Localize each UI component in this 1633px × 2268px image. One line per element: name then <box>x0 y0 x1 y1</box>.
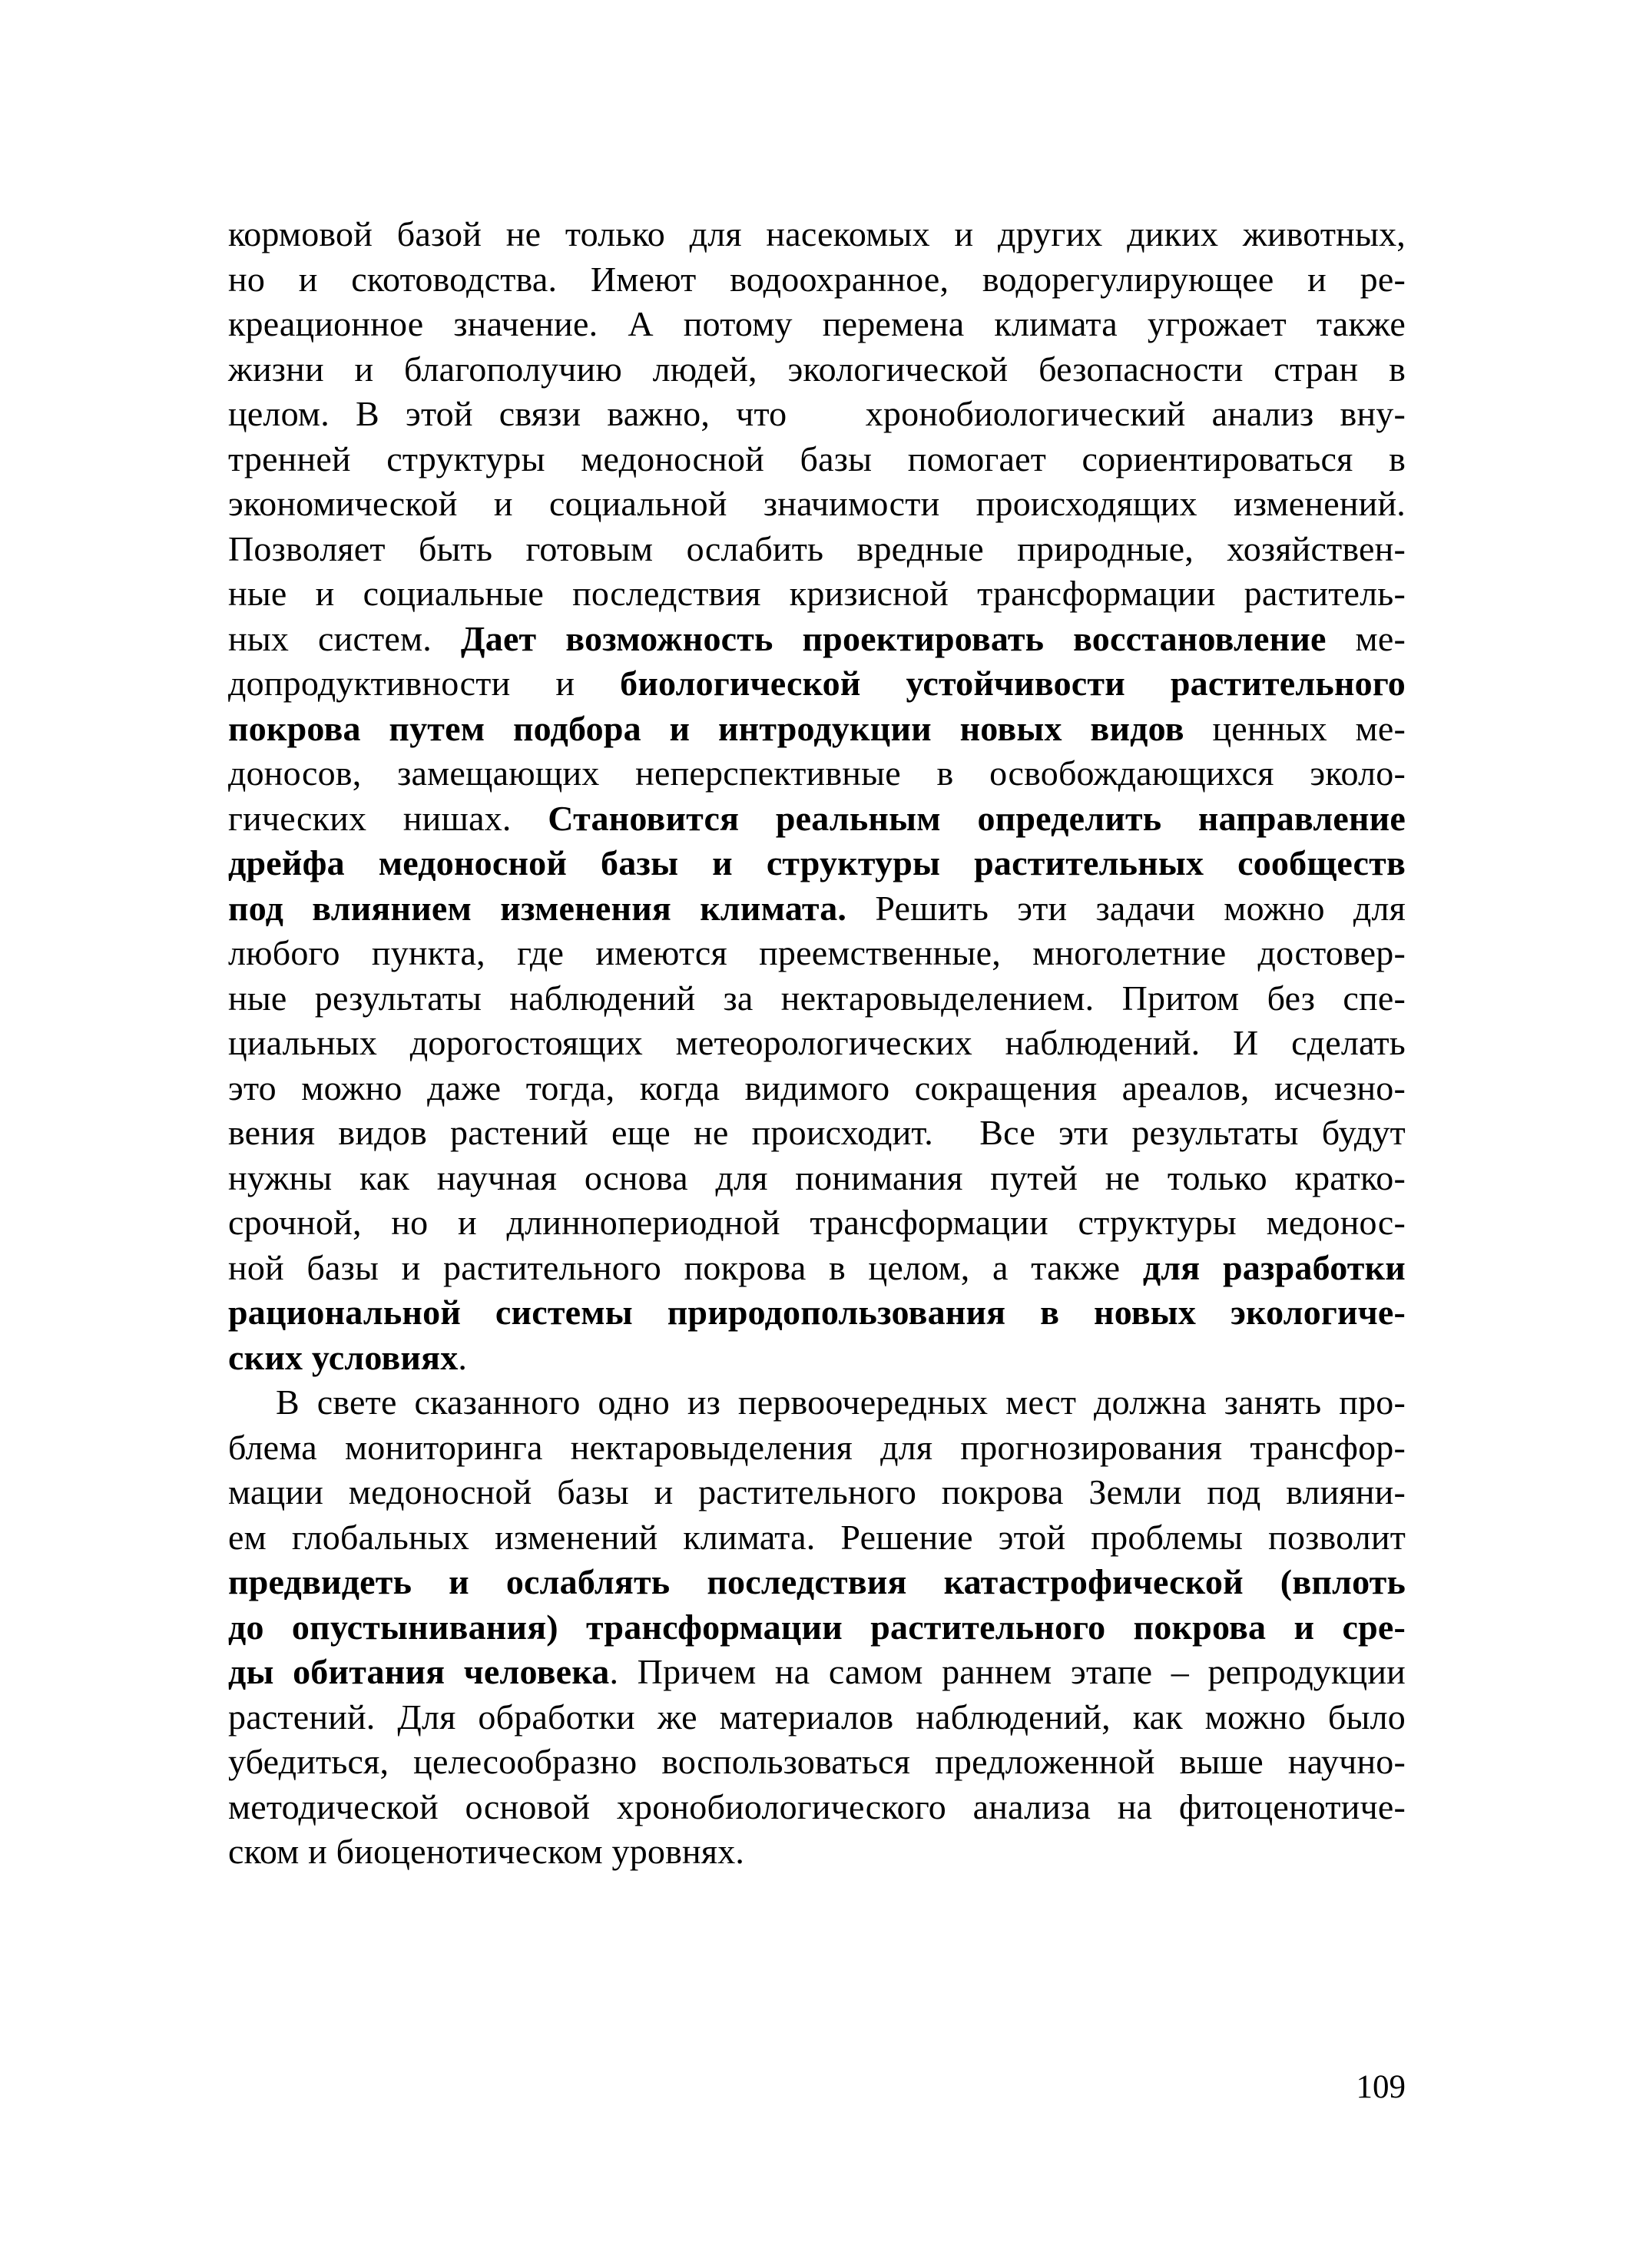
text-line <box>228 931 1406 976</box>
text-segment: ные и социальные последствия кризисной трансформации раститель- <box>228 574 1406 613</box>
text-line <box>228 1380 1406 1425</box>
text-segment: Позволяет быть готовым ослабить вредные природные, хозяйствен- <box>228 528 1406 568</box>
text-line <box>228 527 1406 572</box>
bold-text-segment: под влиянием изменения климата. <box>228 888 847 928</box>
bold-text-segment: до опустынивания) трансформации растительного покрова и сре- <box>228 1607 1406 1647</box>
text-line <box>228 392 1406 437</box>
text-segment: это можно даже тогда, когда видимого сокращения ареалов, исчезно- <box>228 1068 1406 1108</box>
text-line <box>228 1066 1406 1111</box>
text-segment: любого пункта, где имеются преемственные, многолетние достовер- <box>228 933 1406 972</box>
text-line <box>228 1336 1406 1381</box>
text-line <box>228 976 1406 1021</box>
text-line <box>228 257 1406 303</box>
bold-text-segment: биологической устойчивости растительного <box>620 664 1406 703</box>
text-line <box>228 661 1406 707</box>
text-segment: убедиться, целесообразно воспользоваться предложенной выше научно- <box>228 1742 1406 1781</box>
bold-text-segment: ды обитания человека <box>228 1652 610 1691</box>
text-segment: нужны как научная основа для понимания путей не только кратко- <box>228 1157 1406 1197</box>
text-line <box>228 1200 1406 1246</box>
text-segment: ной базы и растительного покрова в целом, а также <box>228 1247 1143 1287</box>
text-segment: кормовой базой не только для насекомых и других диких животных, <box>228 214 1406 253</box>
text-segment: . Причем на самом раннем этапе – репродукции <box>609 1652 1406 1691</box>
text-segment: креационное значение. А потому перемена климата угрожает также <box>228 304 1406 343</box>
text-segment: Решить эти задачи можно для <box>846 888 1406 928</box>
bold-text-segment: покрова путем подбора и интродукции новых видов <box>228 708 1184 748</box>
text-line <box>228 1785 1406 1830</box>
text-line <box>228 1290 1406 1336</box>
text-line <box>228 302 1406 347</box>
text-segment: . <box>458 1337 468 1377</box>
text-line <box>228 1246 1406 1291</box>
text-line <box>228 347 1406 392</box>
text-segment: гических нишах. <box>228 798 548 838</box>
text-segment: В свете сказанного одно из первоочередных мест должна занять про- <box>276 1382 1406 1422</box>
text-line <box>228 1650 1406 1695</box>
text-segment: доносов, замещающих неперспективные в освобождающихся эколо- <box>228 753 1406 793</box>
text-segment: циальных дорогостоящих метеорологических наблюдений. И сделать <box>228 1023 1406 1062</box>
text-line <box>228 1829 1406 1875</box>
text-segment: тренней структуры медоносной базы помогает сориентироваться в <box>228 439 1406 478</box>
text-segment: ные результаты наблюдений за нектаровыделением. Притом без спе- <box>228 978 1406 1018</box>
text-segment: растений. Для обработки же материалов наблюдений, как можно было <box>228 1697 1406 1737</box>
text-line <box>228 617 1406 662</box>
text-segment: блема мониторинга нектаровыделения для прогнозирования трансфор- <box>228 1427 1406 1467</box>
text-segment: мации медоносной базы и растительного покрова Земли под влияни- <box>228 1472 1406 1511</box>
bold-text-segment: для разработки <box>1142 1247 1406 1287</box>
text-line <box>228 796 1406 842</box>
bold-text-segment: Становится реальным определить направление <box>548 798 1406 838</box>
text-line <box>228 1695 1406 1740</box>
text-segment: жизни и благополучию людей, экологической безопасности стран в <box>228 349 1406 389</box>
bold-text-segment: предвидеть и ослаблять последствия катастрофической (вплоть <box>228 1562 1406 1601</box>
text-line <box>228 1470 1406 1515</box>
text-line <box>228 1156 1406 1201</box>
text-segment: методической основой хронобиологического анализа на фитоценотиче- <box>228 1786 1406 1826</box>
text-segment: но и скотоводства. Имеют водоохранное, водорегулирующее и ре- <box>228 259 1406 299</box>
text-segment: допродуктивности и <box>228 664 621 703</box>
text-line <box>228 1740 1406 1785</box>
text-segment: срочной, но и длиннопериодной трансформации структуры медонос- <box>228 1203 1406 1242</box>
text-line <box>228 437 1406 482</box>
text-segment: экономической и социальной значимости происходящих изменений. <box>228 484 1406 523</box>
text-line <box>228 212 1406 257</box>
text-segment: вения видов растений еще не происходит. Все эти результаты будут <box>228 1113 1406 1152</box>
text-line <box>228 886 1406 932</box>
bold-text-segment: Дает возможность проектировать восстановление <box>460 618 1327 658</box>
text-line <box>228 1111 1406 1156</box>
text-line <box>228 1605 1406 1651</box>
page-number: 109 <box>1356 2069 1406 2105</box>
text-line <box>228 707 1406 752</box>
text-line <box>228 1021 1406 1066</box>
text-segment: ском и биоценотическом уровнях. <box>228 1832 745 1871</box>
bold-text-segment: ских условиях <box>228 1337 459 1377</box>
text-line <box>228 1560 1406 1605</box>
body-text <box>228 212 1406 1875</box>
text-line <box>228 571 1406 617</box>
text-segment: ных систем. <box>228 618 461 658</box>
bold-text-segment: рациональной системы природопользования в новых экологиче- <box>228 1293 1406 1332</box>
text-segment: целом. В этой связи важно, что хронобиологический анализ вну- <box>228 394 1406 433</box>
text-segment: ме- <box>1326 618 1406 658</box>
text-line <box>228 1515 1406 1561</box>
text-segment: ценных ме- <box>1184 708 1406 748</box>
bold-text-segment: дрейфа медоносной базы и структуры растительных сообществ <box>228 843 1406 882</box>
text-line <box>228 751 1406 796</box>
text-segment: ем глобальных изменений климата. Решение этой проблемы позволит <box>228 1517 1406 1557</box>
text-line <box>228 1425 1406 1471</box>
text-line <box>228 482 1406 527</box>
text-line <box>228 841 1406 886</box>
